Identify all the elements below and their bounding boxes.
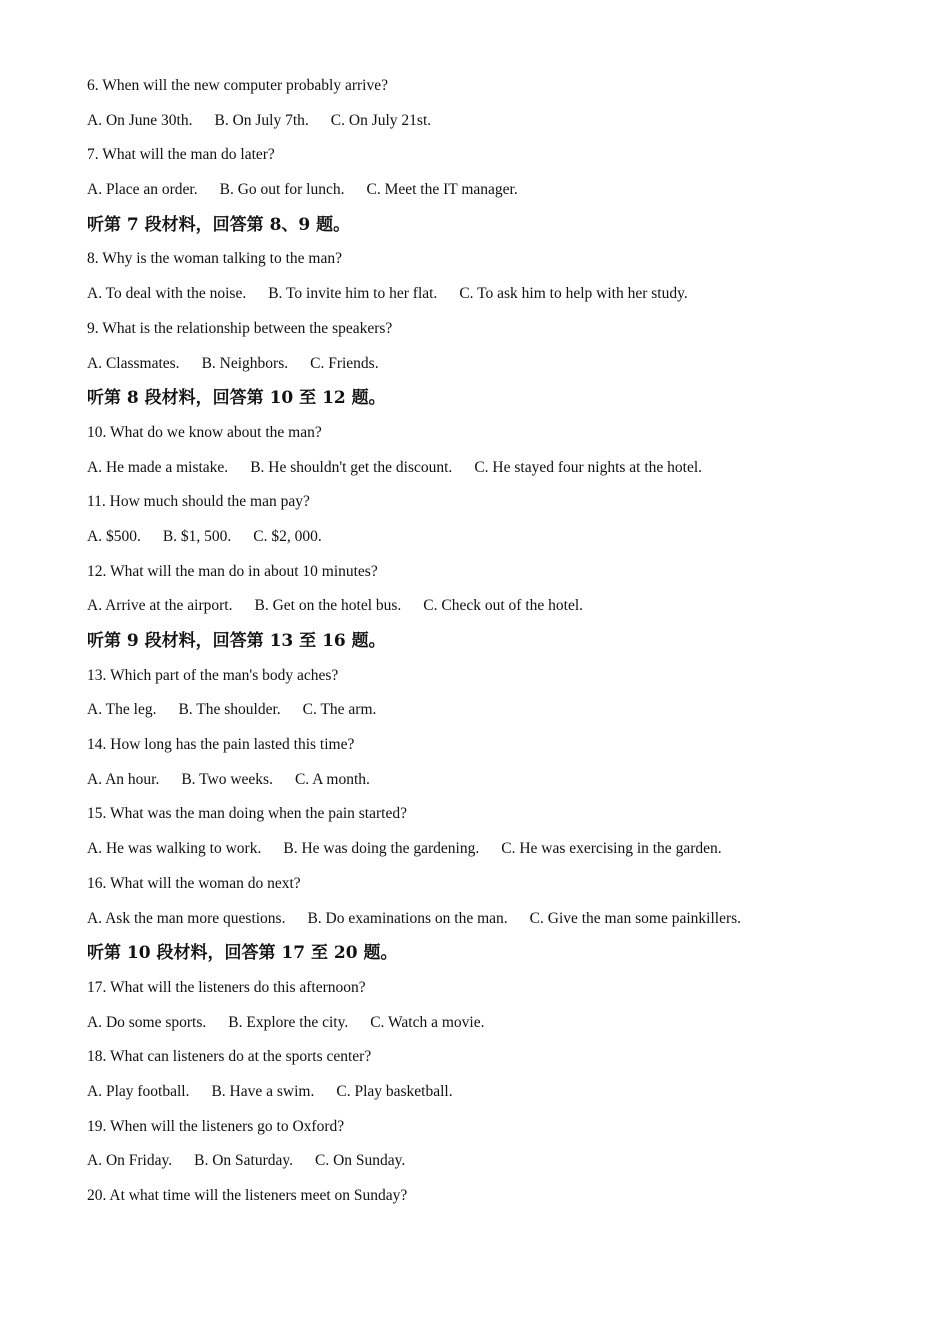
question-text: 14. How long has the pain lasted this time? (87, 736, 355, 754)
answer-options (87, 352, 887, 387)
answer-option: B. Explore the city. (228, 1013, 349, 1031)
answer-option: B. Get on the hotel bus. (254, 597, 402, 615)
answer-options (87, 1011, 887, 1046)
section-heading: 听第 8 段材料，回答第 10 至 12 题。 (87, 388, 386, 409)
answer-option: B. He was doing the gardening. (283, 840, 480, 858)
answer-options (87, 837, 887, 872)
question-text: 11. How much should the man pay? (87, 493, 310, 511)
answer-option: C. Check out of the hotel. (423, 597, 584, 615)
answer-option: A. $500. (87, 527, 141, 545)
question-text: 6. When will the new computer probably arrive? (87, 77, 389, 94)
question-text: 15. What was the man doing when the pain started? (87, 805, 407, 823)
question-text: 13. Which part of the man's body aches? (87, 666, 339, 684)
answer-option: A. On June 30th. (87, 111, 193, 129)
answer-option: A. Classmates. (87, 354, 180, 372)
answer-option: A. Place an order. (87, 181, 198, 199)
question-text: 9. What is the relationship between the speakers? (87, 319, 393, 337)
answer-option: A. On Friday. (87, 1152, 173, 1170)
answer-options (87, 525, 887, 560)
answer-option: C. Give the man some painkillers. (529, 909, 742, 927)
answer-option: C. A month. (294, 770, 370, 788)
answer-option: A. Ask the man more questions. (87, 909, 286, 927)
answer-option: B. The shoulder. (178, 701, 281, 719)
answer-option: B. To invite him to her flat. (268, 285, 438, 303)
answer-options (87, 1080, 887, 1115)
question-text: 19. When will the listeners go to Oxford? (87, 1117, 345, 1135)
answer-option: B. Neighbors. (201, 354, 289, 372)
question-text: 18. What can listeners do at the sports center? (87, 1048, 372, 1066)
answer-option: B. Two weeks. (181, 770, 273, 788)
answer-option: C. The arm. (302, 701, 377, 719)
section-heading: 听第 9 段材料，回答第 13 至 16 题。 (87, 631, 386, 651)
answer-option: B. Have a swim. (211, 1082, 315, 1100)
answer-option: B. On July 7th. (214, 111, 309, 129)
answer-options (87, 907, 887, 942)
answer-option: C. $2, 000. (253, 527, 322, 545)
question-text: 7. What will the man do later? (87, 146, 275, 164)
answer-options (87, 178, 887, 213)
answer-option: C. Meet the IT manager. (366, 181, 518, 199)
question-text: 17. What will the listeners do this afternoon? (87, 978, 366, 996)
answer-option: A. Arrive at the airport. (87, 597, 233, 615)
answer-option: C. On July 21st. (330, 111, 432, 129)
answer-option: B. $1, 500. (162, 527, 232, 545)
question-text: 12. What will the man do in about 10 minutes? (87, 562, 378, 580)
exam-page (87, 74, 887, 1219)
question-text: 10. What do we know about the man? (87, 423, 322, 441)
answer-option: C. On Sunday. (314, 1152, 406, 1170)
answer-option: B. He shouldn't get the discount. (250, 458, 453, 476)
section-heading: 听第 10 段材料，回答第 17 至 20 题。 (87, 943, 398, 964)
answer-options (87, 109, 887, 144)
answer-option: B. Go out for lunch. (219, 181, 345, 199)
section-heading: 听第 7 段材料，回答第 8、9 题。 (87, 214, 351, 235)
answer-option: A. Play football. (87, 1082, 190, 1100)
answer-option: A. An hour. (87, 770, 160, 788)
answer-options (87, 282, 887, 317)
answer-options (87, 594, 887, 629)
answer-option: C. He stayed four nights at the hotel. (474, 458, 703, 476)
answer-option: B. Do examinations on the man. (307, 909, 508, 927)
answer-option: A. He made a mistake. (87, 458, 229, 476)
answer-options (87, 698, 887, 733)
answer-options (87, 1149, 887, 1184)
question-text: 20. At what time will the listeners meet on Sunday? (87, 1187, 408, 1204)
answer-options (87, 456, 887, 491)
answer-option: C. Friends. (310, 354, 379, 372)
answer-option: C. He was exercising in the garden. (501, 840, 722, 858)
answer-option: A. Do some sports. (87, 1013, 207, 1031)
answer-option: A. To deal with the noise. (87, 285, 247, 303)
answer-option: A. The leg. (87, 701, 157, 719)
answer-option: C. Play basketball. (336, 1082, 453, 1100)
answer-option: A. He was walking to work. (87, 840, 262, 858)
answer-options (87, 768, 887, 803)
question-text: 16. What will the woman do next? (87, 874, 301, 892)
answer-option: C. To ask him to help with her study. (459, 285, 688, 303)
answer-option: C. Watch a movie. (370, 1013, 485, 1031)
question-text: 8. Why is the woman talking to the man? (87, 250, 342, 268)
answer-option: B. On Saturday. (194, 1152, 293, 1170)
